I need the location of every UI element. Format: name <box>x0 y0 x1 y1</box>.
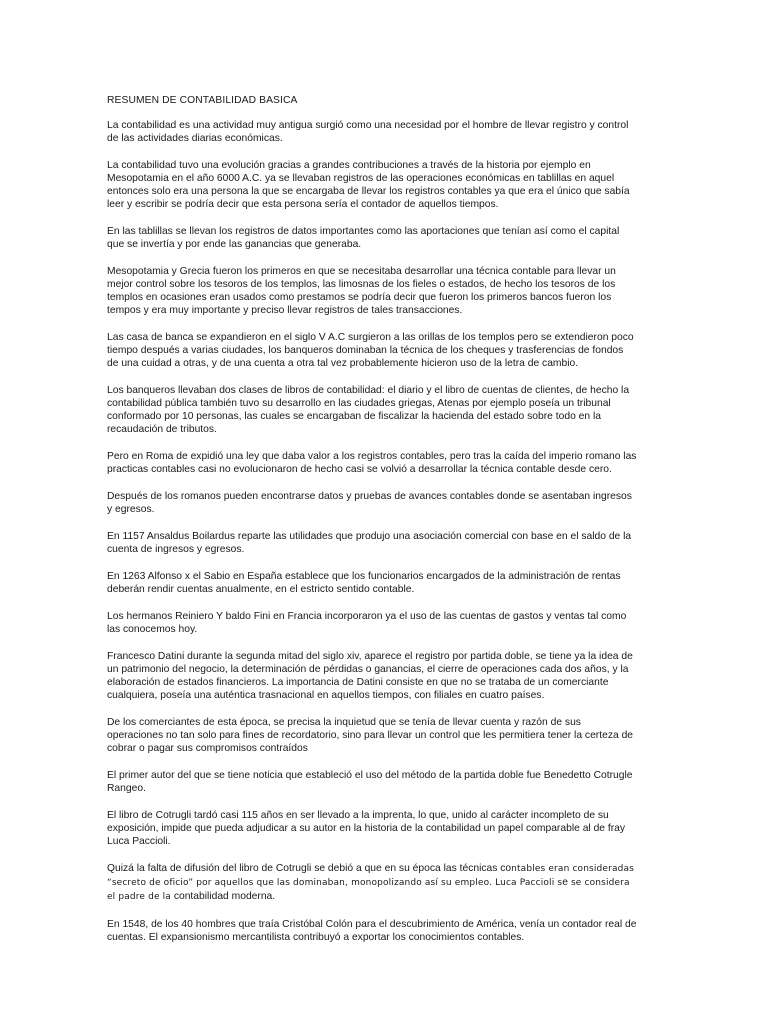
paragraph: La contabilidad tuvo una evolución gracias a grandes contribuciones a través de la historia por ejemplo en Mesopotamia en el año 6000 A.C. ya se llevaban registros de las operaciones económicas en tablillas en aquel entonces solo era una persona la que se encargaba de llevar los registros contables ya que era el único que sabía leer y escribir se podría decir que esta persona sería el contador de aquellos tiempos. <box>107 160 630 210</box>
paragraph-text-alt-font: ntables eran consideradas “secreto de oficio” por aquellos que las dominaban, monopolizando así su empleo. Luca Paccioli s <box>107 864 634 888</box>
paragraph-text: contabilidad moderna. <box>170 891 276 902</box>
document-page <box>107 94 637 958</box>
paragraph: En las tablillas se llevan los registros de datos importantes como las aportaciones que tenían así como el capital que se invertía y por ende las ganancias que generaba. <box>107 226 620 250</box>
paragraph-text: Quizá la falta de difusión del libro de Cotrugli se debió a que en su época las técnicas co <box>107 863 512 874</box>
paragraph: Mesopotamia y Grecia fueron los primeros en que se necesitaba desarrollar una técnica contable para llevar un mejor control sobre los tesoros de los templos, las limosnas de los fieles o estados, de hecho los tesoros de los templos en ocasiones eran usados como prestamos se podría decir que fueron los primeros bancos fueron los tempos y era muy importante y preciso llevar registros de tales transacciones. <box>107 266 616 316</box>
document-title: RESUMEN DE CONTABILIDAD BASICA <box>107 95 298 106</box>
paragraph: En 1157 Ansaldus Boilardus reparte las utilidades que produjo una asociación comercial con base en el saldo de la cuenta de ingresos y egresos. <box>107 531 632 555</box>
paragraph: Francesco Datini durante la segunda mitad del siglo xiv, aparece el registro por partida doble, se tiene ya la idea de un patrimonio del negocio, la determinación de pérdidas o ganancias, el cierre de operaciones cada dos años, y la elaboración de estados financieros. La importancia de Datini consiste en que no se trataba de un comerciante cualquiera, poseía una auténtica trasnacional en aquellos tiempos, con filiales en cuatro países. <box>107 651 633 701</box>
paragraph: Las casa de banca se expandieron en el siglo V A.C surgieron a las orillas de los templos pero se extendieron poco tiempo después a varias ciudades, los banqueros dominaban la técnica de los cheques y trasferencias de fondos de una cuidad a otras, y de una cuenta a otra tal vez probablemente hicieron uso de la letra de cambio. <box>107 332 634 369</box>
paragraph: Después de los romanos pueden encontrarse datos y pruebas de avances contables donde se asentaban ingresos y egresos. <box>107 491 632 515</box>
paragraph-text-alt-font: se considera el padre de la <box>107 878 630 902</box>
paragraph: Los banqueros llevaban dos clases de libros de contabilidad: el diario y el libro de cuentas de clientes, de hecho la contabilidad pública también tuvo su desarrollo en las ciudades griegas, Atenas por ejemplo poseía un tribunal conformado por 10 personas, las cuales se encargaban de fiscalizar la hacienda del estado sobre todo en la recaudación de tributos. <box>107 385 630 435</box>
paragraph: El libro de Cotrugli tardó casi 115 años en ser llevado a la imprenta, lo que, unido al carácter incompleto de su exposición, impide que pueda adjudicar a su autor en la historia de la contabilidad un papel comparable al de fray Luca Paccioli. <box>107 810 626 847</box>
paragraph: De los comerciantes de esta época, se precisa la inquietud que se tenía de llevar cuenta y razón de sus operaciones no tan solo para fines de recordatorio, sino para llevar un control que les permitiera tener la certeza de cobrar o pagar sus compromisos contraídos <box>107 717 634 754</box>
paragraph: En 1263 Alfonso x el Sabio en España establece que los funcionarios encargados de la administración de rentas deberán rendir cuentas anualmente, en el estricto sentido contable. <box>107 571 621 595</box>
paragraph: Los hermanos Reiniero Y baldo Fini en Francia incorporaron ya el uso de las cuentas de gastos y ventas tal como las conocemos hoy. <box>107 611 627 635</box>
paragraph-text: e <box>562 877 568 888</box>
paragraph: La contabilidad es una actividad muy antigua surgió como una necesidad por el hombre de llevar registro y control de las actividades diarias económicas. <box>107 120 629 144</box>
paragraph: Pero en Roma de expidió una ley que daba valor a los registros contables, pero tras la caída del imperio romano las practicas contables casi no evolucionaron de hecho casi se volvió a desarrollar la técnica contable desde cero. <box>107 451 637 475</box>
paragraph: En 1548, de los 40 hombres que traía Cristóbal Colón para el descubrimiento de América, venía un contador real de cuentas. El expansionismo mercantilista contribuyó a exportar los conocimientos contables. <box>107 919 637 943</box>
paragraph: El primer autor del que se tiene noticia que estableció el uso del método de la partida doble fue Benedetto Cotrugle Rangeo. <box>107 770 633 794</box>
mixed-font-paragraph <box>107 862 637 904</box>
